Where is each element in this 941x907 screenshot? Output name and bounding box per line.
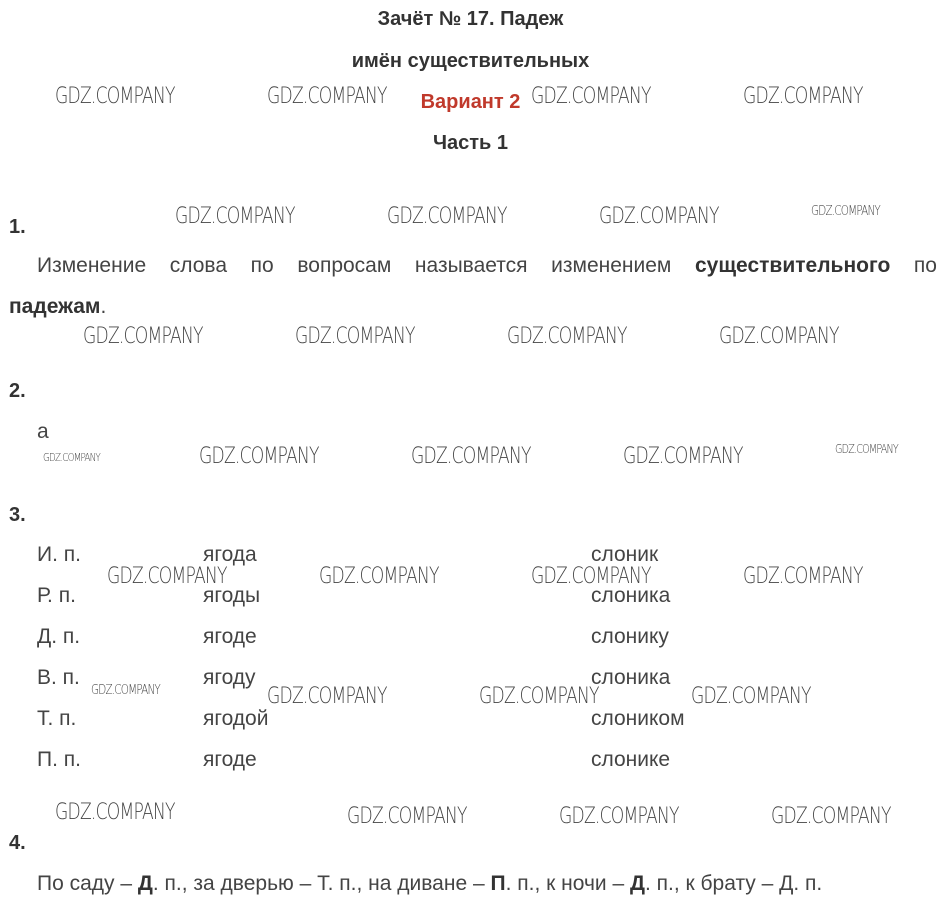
word: слова — [169, 254, 228, 277]
part-label: Часть 1 — [432, 132, 509, 154]
watermark: GDZ.COMPANY — [811, 204, 880, 219]
declension-word: слоника — [591, 584, 671, 607]
watermark: GDZ.COMPANY — [531, 84, 651, 109]
watermark: GDZ.COMPANY — [199, 444, 319, 469]
declension-word: слоника — [591, 666, 671, 689]
text-segment: По саду – — [37, 872, 138, 895]
case-label: И. п. — [37, 543, 81, 566]
case-label: П. п. — [37, 748, 81, 771]
declension-word: ягоду — [203, 666, 256, 689]
declension-word: ягоде — [203, 625, 257, 648]
watermark: GDZ.COMPANY — [55, 800, 175, 825]
case-label: В. п. — [37, 666, 80, 689]
watermark: GDZ.COMPANY — [43, 451, 101, 464]
watermark: GDZ.COMPANY — [319, 564, 439, 589]
watermark: GDZ.COMPANY — [559, 804, 679, 829]
variant-label: Вариант 2 — [420, 91, 521, 113]
text-segment: . п., к брату – Д. п. — [644, 872, 823, 895]
case-label: Т. п. — [37, 707, 77, 730]
watermark: GDZ.COMPANY — [107, 564, 227, 589]
declension-word: ягоде — [203, 748, 257, 771]
bold-word: падежам — [9, 295, 101, 318]
watermark: GDZ.COMPANY — [599, 204, 719, 229]
task1-text-line2 — [9, 295, 106, 319]
watermark: GDZ.COMPANY — [507, 324, 627, 349]
declension-word: слонику — [591, 625, 669, 648]
task2-answer: а — [37, 420, 49, 443]
watermark: GDZ.COMPANY — [83, 324, 203, 349]
watermark: GDZ.COMPANY — [719, 324, 839, 349]
task-number: 2. — [9, 380, 26, 402]
watermark: GDZ.COMPANY — [771, 804, 891, 829]
case-label: Р. п. — [37, 584, 76, 607]
task-number: 3. — [9, 504, 26, 526]
word: вопросам — [297, 254, 392, 277]
task-number: 1. — [9, 216, 26, 238]
bold-word: существительного — [694, 254, 891, 277]
watermark: GDZ.COMPANY — [623, 444, 743, 469]
bold-letter: П — [490, 872, 506, 895]
declension-word: ягода — [203, 543, 257, 566]
page-subtitle: имён существительных — [351, 50, 590, 72]
declension-word: слоником — [591, 707, 685, 730]
word: по — [913, 254, 937, 277]
case-label: Д. п. — [37, 625, 81, 648]
declension-word: слоник — [591, 543, 659, 566]
watermark: GDZ.COMPANY — [691, 684, 811, 709]
watermark: GDZ.COMPANY — [91, 683, 160, 698]
bold-letter: Д — [137, 872, 153, 895]
word: . — [100, 295, 107, 318]
watermark: GDZ.COMPANY — [295, 324, 415, 349]
watermark: GDZ.COMPANY — [267, 84, 387, 109]
watermark: GDZ.COMPANY — [175, 204, 295, 229]
watermark: GDZ.COMPANY — [743, 84, 863, 109]
watermark: GDZ.COMPANY — [267, 684, 387, 709]
task-number: 4. — [9, 832, 26, 854]
watermark: GDZ.COMPANY — [835, 442, 898, 456]
word: по — [250, 254, 274, 277]
word: называется — [414, 254, 528, 277]
text-segment: . п., за дверью – Т. п., на диване – — [152, 872, 491, 895]
watermark: GDZ.COMPANY — [387, 204, 507, 229]
task4-text — [37, 872, 822, 896]
watermark: GDZ.COMPANY — [531, 564, 651, 589]
bold-letter: Д — [629, 872, 645, 895]
watermark: GDZ.COMPANY — [743, 564, 863, 589]
page-title: Зачёт № 17. Падеж — [377, 8, 564, 30]
watermark: GDZ.COMPANY — [411, 444, 531, 469]
watermark: GDZ.COMPANY — [347, 804, 467, 829]
watermark: GDZ.COMPANY — [479, 684, 599, 709]
text-segment: . п., к ночи – — [505, 872, 630, 895]
task1-text — [37, 254, 937, 278]
word: Изменение — [37, 254, 147, 277]
declension-word: слонике — [591, 748, 671, 771]
word: изменением — [551, 254, 672, 277]
watermark: GDZ.COMPANY — [55, 84, 175, 109]
declension-word: ягодой — [203, 707, 269, 730]
declension-word: ягоды — [203, 584, 261, 607]
